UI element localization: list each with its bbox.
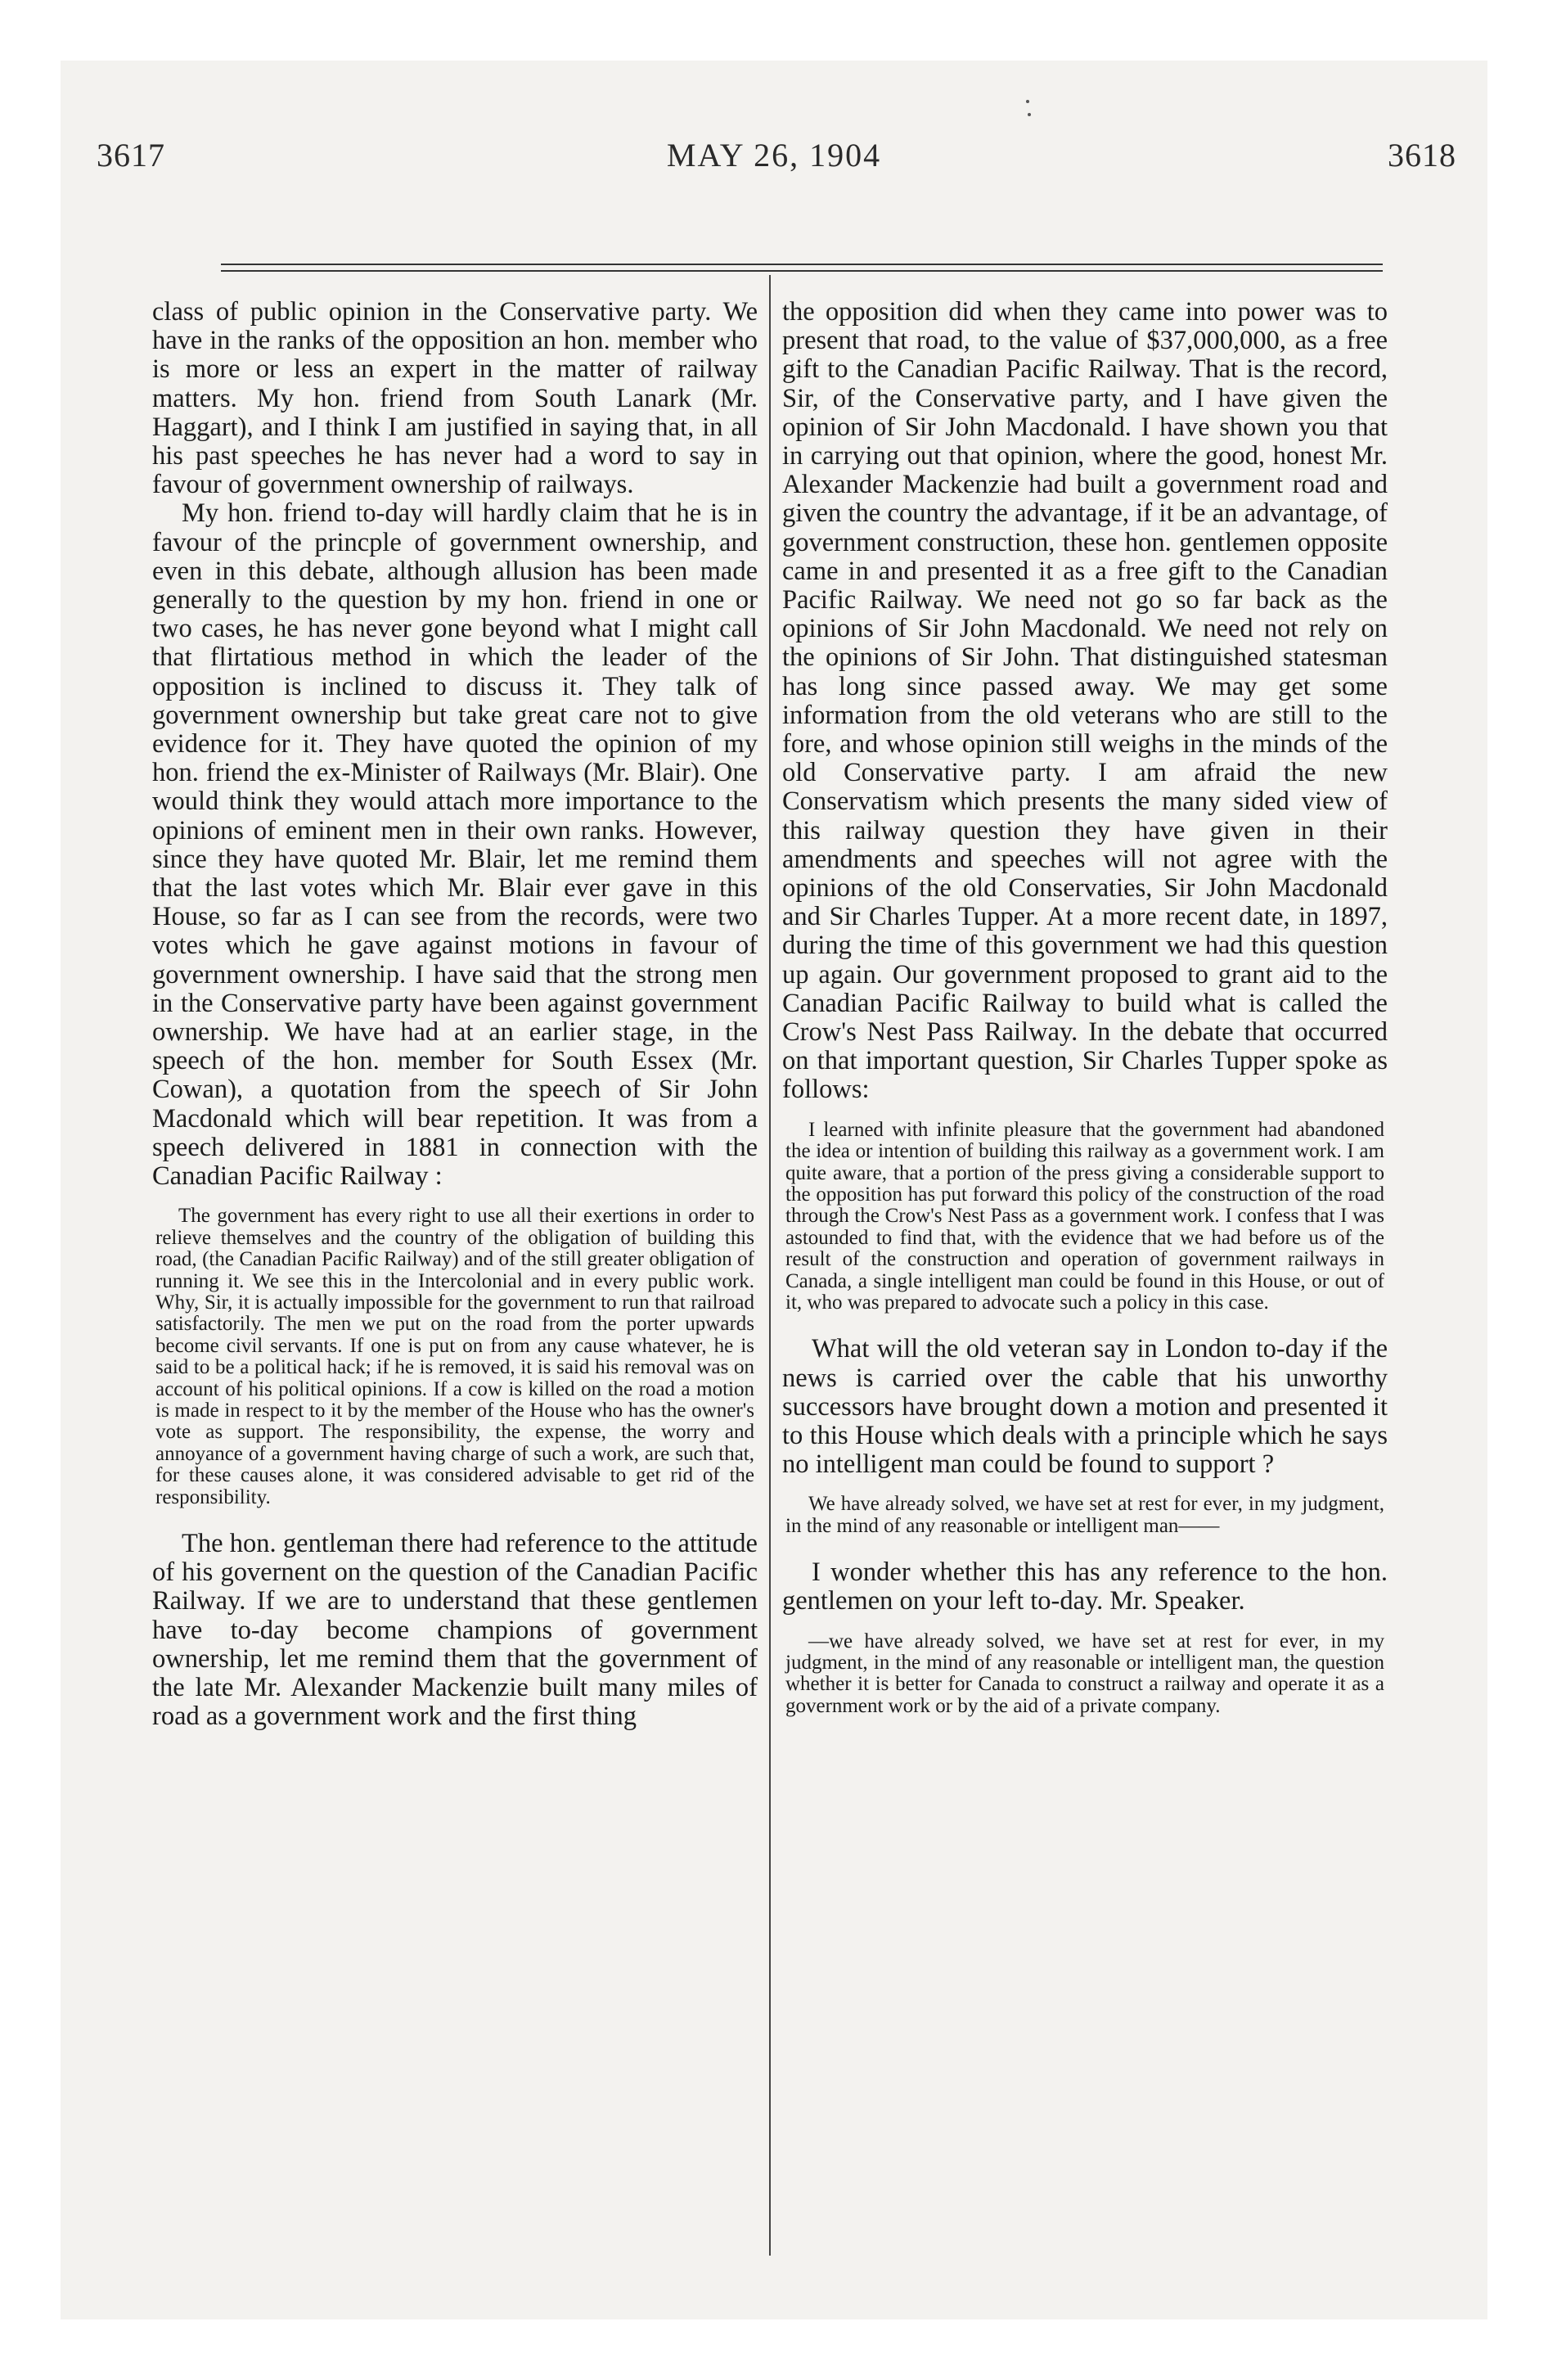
left-page-number: 3617 bbox=[97, 137, 165, 174]
left-quotation: The government has every right to use all their exertions in order to relieve themselves and the country of the obligation of building this road, (the Canadian Pacific Railway) and of the still greater obligation of running it. We see this in the Intercolonial and in every public work. Why, Sir, it is actually impossible for the government to run that railroad satisfactorily. The men we put on the road from the porter upwards become civil servants. If one is put on from any cause whatever, he is said to be a political hack; if he is removed, it is said his removal was on account of his political opinions. If a cow is killed on the road a motion is made in respect to it by the member of the House who has the owner's vote as support. The responsibility, the expense, the worry and annoyance of a government having charge of such a work, are such that, for these causes alone, it was considered advisable to get rid of the responsibility. bbox=[155, 1205, 754, 1508]
right-quotation-2: We have already solved, we have set at rest for ever, in my judgment, in the mind of any reasonable or intelligent man—— bbox=[785, 1493, 1384, 1537]
right-quotation-3: —we have already solved, we have set at rest for ever, in my judgment, in the mind of any reasonable or intelligent man, the question whether it is better for Canada to construct a railway and operate it as a government work or by the aid of a private company. bbox=[785, 1629, 1384, 1717]
left-column bbox=[152, 298, 758, 1731]
header-rule-lower bbox=[221, 270, 1383, 272]
right-page-number: 3618 bbox=[1388, 137, 1456, 174]
right-paragraph-2: What will the old veteran say in London to-day if the news is carried over the cable that his unworthy successors have brought down a motion and presented it to this House which deals with a principle which he says no intelligent man could be found to support ? bbox=[782, 1334, 1388, 1480]
right-paragraph-1: the opposition did when they came into power was to present that road, to the value of $37,000,000, as a free gift to the Canadian Pacific Railway. That is the record, Sir, of the Conservative party, and I have given the opinion of Sir John Macdonald. I have shown you that in carrying out that opinion, where the good, honest Mr. Alexander Mackenzie had built a government road and given the country the advantage, if it be an advantage, of government construction, these hon. gentlemen opposite came in and presented it as a free gift to the Canadian Pacific Railway. We need not go so far back as the opinions of Sir John Macdonald. We need not rely on the opinions of Sir John. That distinguished statesman has long since passed away. We may get some information from the old veterans who are still to the fore, and whose opinion still weighs in the minds of the old Conservative party. I am afraid the new Conservatism which presents the many sided view of this railway question they have given in their amendments and speeches will not agree with the opinions of the old Conservaties, Sir John Macdonald and Sir Charles Tupper. At a more recent date, in 1897, during the time of this government we had this question up again. Our government proposed to grant aid to the Canadian Pacific Railway to build what is called the Crow's Nest Pass Railway. In the debate that occurred on that important question, Sir Charles Tupper spoke as follows: bbox=[782, 297, 1388, 1105]
right-paragraph-3: I wonder whether this has any reference to the hon. gentlemen on your left to-day. Mr. Speaker. bbox=[782, 1557, 1388, 1616]
left-paragraph-2: My hon. friend to-day will hardly claim that he is in favour of the princple of government ownership, and even in this debate, although allusion has been made generally to the question by my hon. friend in one or two cases, he has never gone beyond what I might call that flirtatious method in which the leader of the opposition is inclined to discuss it. They talk of government ownership but take great care not to give evidence for it. They have quoted the opinion of my hon. friend the ex-Minister of Railways (Mr. Blair). One would think they would attach more importance to the opinions of eminent men in their own ranks. However, since they have quoted Mr. Blair, let me remind them that the last votes which Mr. Blair ever gave in this House, so far as I can see from the records, were two votes which he gave against motions in favour of government ownership. I have said that the strong men in the Conservative party have been against government ownership. We have had at an earlier stage, in the speech of the hon. member for South Essex (Mr. Cowan), a quotation from the speech of Sir John Macdonald which will bear repetition. It was from a speech delivered in 1881 in connection with the Canadian Pacific Railway : bbox=[152, 498, 758, 1192]
page-date-header: MAY 26, 1904 bbox=[666, 137, 882, 174]
scan-speck bbox=[1028, 113, 1031, 116]
column-divider bbox=[769, 275, 771, 2256]
scan-speck bbox=[1026, 100, 1029, 103]
header-rule-upper bbox=[221, 264, 1383, 265]
right-column bbox=[782, 298, 1388, 1738]
right-quotation-1: I learned with infinite pleasure that the government had abandoned the idea or intention of building this railway as a government work. I am quite aware, that a portion of the press giving a considerable support to the opposition has put forward this policy of the construction of the road through the Crow's Nest Pass as a government work. I confess that I was astounded to find that, with the evidence that we had before us of the result of the construction and operation of government railways in Canada, a single intelligent man could be found in this House, or out of it, who was prepared to advocate such a policy in this case. bbox=[785, 1118, 1384, 1314]
left-paragraph-3: The hon. gentleman there had reference to the attitude of his governent on the question of the Canadian Pacific Railway. If we are to understand that these gentlemen have to-day become champions of government ownership, let me remind them that the government of the late Mr. Alexander Mackenzie built many miles of road as a government work and the first thing bbox=[152, 1528, 758, 1732]
left-paragraph-1: class of public opinion in the Conservative party. We have in the ranks of the opposition an hon. member who is more or less an expert in the matter of railway matters. My hon. friend from South Lanark (Mr. Haggart), and I think I am justified in saying that, in all his past speeches he has never had a word to say in favour of government ownership of railways. bbox=[152, 297, 758, 500]
